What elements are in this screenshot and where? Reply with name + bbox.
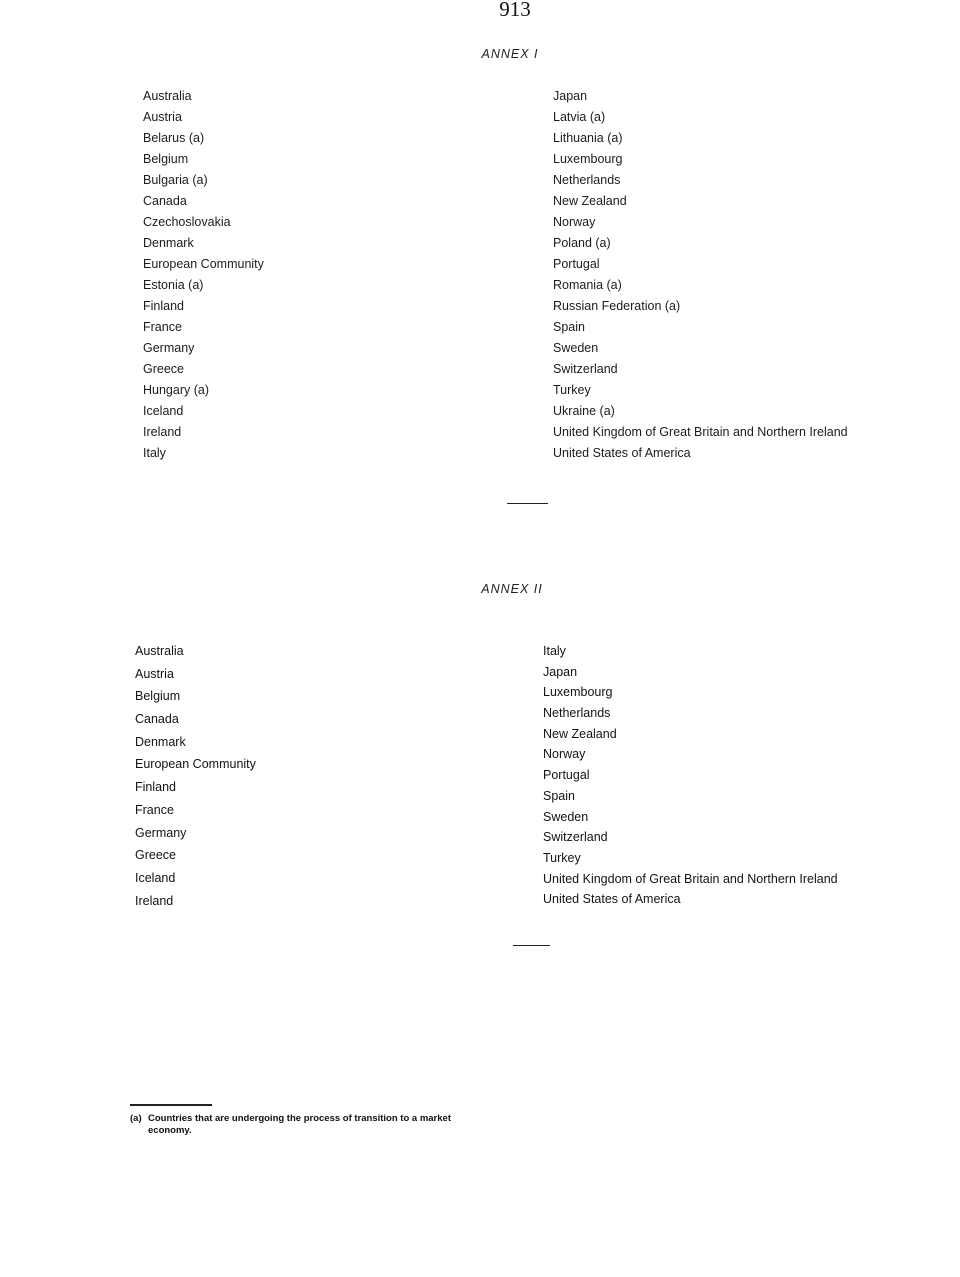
country-item: Netherlands bbox=[553, 173, 621, 187]
country-item: Norway bbox=[543, 747, 586, 762]
country-item: Turkey bbox=[543, 850, 581, 865]
country-item: Finland bbox=[143, 299, 184, 313]
annex-1-left-list bbox=[143, 86, 264, 464]
country-item: United States of America bbox=[543, 892, 681, 907]
country-item: Canada bbox=[135, 712, 179, 727]
country-item: Iceland bbox=[135, 870, 176, 885]
country-item: Spain bbox=[553, 320, 585, 334]
country-item: France bbox=[143, 320, 182, 334]
country-item: Netherlands bbox=[543, 706, 611, 721]
country-item: Denmark bbox=[143, 236, 194, 250]
country-item: Romania (a) bbox=[553, 278, 622, 292]
country-item: Denmark bbox=[135, 734, 186, 749]
country-item: New Zealand bbox=[553, 194, 627, 208]
country-item: Norway bbox=[553, 215, 596, 229]
country-item: Ireland bbox=[135, 893, 174, 908]
country-item: France bbox=[135, 802, 174, 817]
country-item: Switzerland bbox=[543, 830, 608, 845]
country-item: Belgium bbox=[143, 152, 189, 166]
country-item: Sweden bbox=[553, 341, 599, 355]
footnote-text-line-1: Countries that are undergoing the process of transition to a market bbox=[148, 1113, 451, 1124]
footnote-line-1 bbox=[130, 1113, 590, 1125]
country-item: Ireland bbox=[143, 425, 182, 439]
annex-2-left-list bbox=[135, 640, 256, 912]
country-item: Italy bbox=[143, 446, 166, 460]
country-item: United Kingdom of Great Britain and Northern Ireland bbox=[553, 425, 848, 439]
country-item: Turkey bbox=[553, 383, 591, 397]
country-item: Greece bbox=[135, 848, 176, 863]
country-item: Australia bbox=[135, 644, 184, 658]
country-item: Canada bbox=[143, 194, 187, 208]
country-item: Greece bbox=[143, 362, 184, 376]
country-item: Russian Federation (a) bbox=[553, 299, 681, 313]
annex-2-right-list bbox=[543, 641, 838, 910]
annex-1-right-list bbox=[553, 86, 848, 464]
country-item: Sweden bbox=[543, 809, 589, 824]
country-item: Portugal bbox=[543, 768, 590, 783]
country-item: Finland bbox=[135, 780, 176, 795]
country-item: Japan bbox=[543, 664, 578, 679]
country-item: New Zealand bbox=[543, 726, 617, 741]
footnote-marker: (a) bbox=[130, 1113, 142, 1124]
country-item: Hungary (a) bbox=[143, 383, 209, 397]
country-item: United Kingdom of Great Britain and Northern Ireland bbox=[543, 871, 838, 886]
country-item: European Community bbox=[143, 257, 264, 271]
country-item: Switzerland bbox=[553, 362, 618, 376]
country-item: Belarus (a) bbox=[143, 131, 205, 145]
country-item: Austria bbox=[143, 110, 182, 124]
footnote-text-line-2: economy. bbox=[148, 1125, 192, 1136]
country-item: European Community bbox=[135, 757, 256, 772]
country-item: Bulgaria (a) bbox=[143, 173, 208, 187]
footnote-rule bbox=[130, 1104, 212, 1106]
page-number: 913 bbox=[499, 0, 531, 21]
section-divider bbox=[513, 945, 550, 946]
country-item: Ukraine (a) bbox=[553, 404, 615, 418]
country-item: Czechoslovakia bbox=[143, 215, 231, 229]
country-item: Austria bbox=[135, 666, 174, 681]
country-item: Latvia (a) bbox=[553, 110, 606, 124]
country-item: Japan bbox=[553, 89, 588, 103]
country-item: Poland (a) bbox=[553, 236, 611, 250]
country-item: Luxembourg bbox=[543, 685, 613, 700]
country-item: Portugal bbox=[553, 257, 600, 271]
country-item: Germany bbox=[135, 825, 187, 840]
footnote bbox=[130, 1113, 590, 1137]
country-item: United States of America bbox=[553, 446, 691, 460]
country-item: Belgium bbox=[135, 689, 181, 704]
country-item: Australia bbox=[143, 89, 192, 103]
country-item: Luxembourg bbox=[553, 152, 623, 166]
country-item: Estonia (a) bbox=[143, 278, 204, 292]
country-item: Lithuania (a) bbox=[553, 131, 623, 145]
section-divider bbox=[507, 503, 548, 504]
country-item: Iceland bbox=[143, 404, 184, 418]
country-item: Germany bbox=[143, 341, 195, 355]
country-item: Spain bbox=[543, 788, 575, 803]
country-item: Italy bbox=[543, 644, 566, 658]
annex-1-title: ANNEX I bbox=[481, 47, 539, 61]
annex-2-title: ANNEX II bbox=[481, 582, 543, 596]
